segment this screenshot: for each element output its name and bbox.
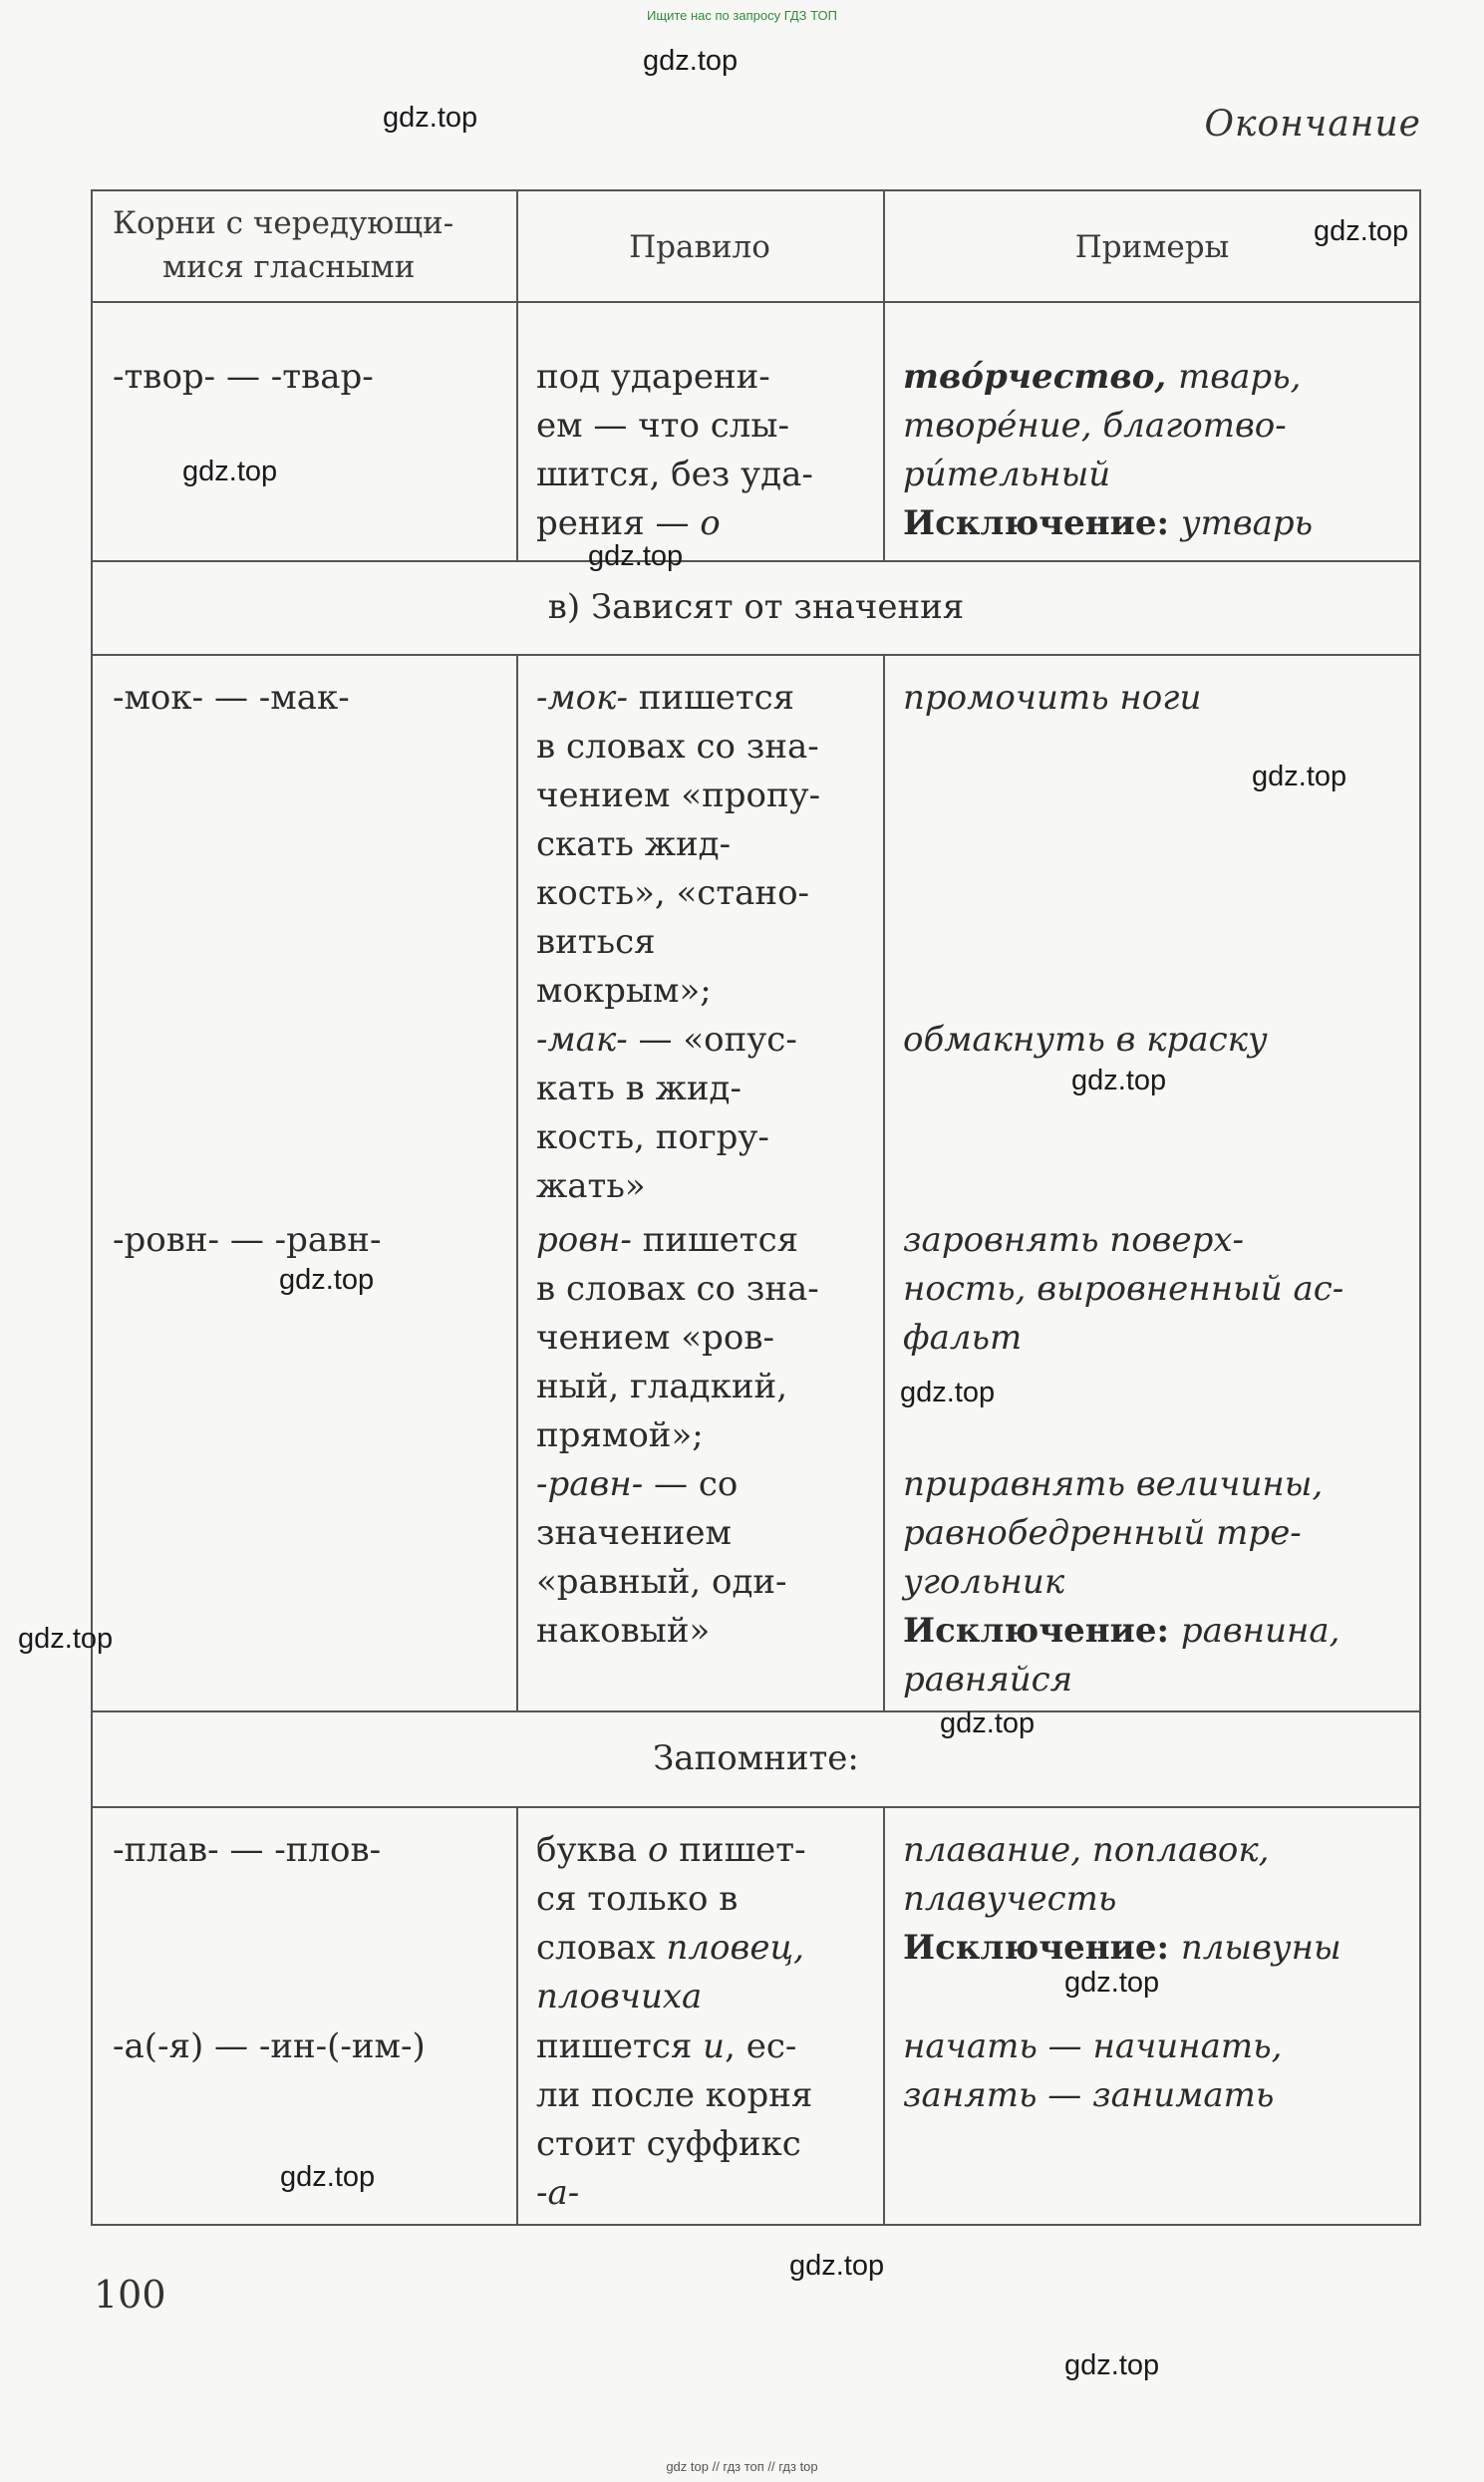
examples-tvor xyxy=(903,353,1313,548)
example-line: плавучесть xyxy=(903,1879,1117,1919)
col-divider xyxy=(883,654,885,1710)
rule-line: мокрым»; xyxy=(536,971,712,1011)
examples-a-in xyxy=(903,2022,1282,2120)
rule-line: ный, гладкий, xyxy=(536,1367,787,1406)
example-line: занять — занимать xyxy=(903,2075,1275,2115)
rule-letter: и xyxy=(703,2026,726,2066)
root-plav: -плав- — -плов- xyxy=(113,1830,382,1870)
rule-letter: о xyxy=(700,503,721,543)
watermark: gdz.top xyxy=(1071,1065,1167,1096)
watermark: gdz.top xyxy=(789,2250,885,2282)
rule-tvor xyxy=(536,353,813,548)
watermark: gdz.top xyxy=(383,102,478,134)
header-line: Корни с чередующи- xyxy=(113,205,454,241)
root-mok: -мок- — -мак- xyxy=(113,678,350,718)
exception-label: Исключение: xyxy=(903,1611,1181,1651)
example-mak: обмакнуть в краску xyxy=(903,1020,1268,1060)
example-ravn xyxy=(903,1460,1339,1705)
rule-line: ся только в xyxy=(536,1879,739,1919)
row-divider xyxy=(93,301,1419,303)
watermark: gdz.top xyxy=(1314,215,1409,247)
rule-root: -мок- xyxy=(536,678,628,718)
example-line: плавание, поплавок, xyxy=(903,1830,1270,1870)
rule-word: пловчиха xyxy=(536,1977,703,2017)
col-divider xyxy=(883,1806,885,2226)
rule-line: под ударени- xyxy=(536,357,770,397)
rule-line: пишется xyxy=(627,678,795,718)
row-divider xyxy=(93,560,1419,562)
example-line: ри́тельный xyxy=(903,455,1111,494)
rule-line: пишется xyxy=(631,1220,799,1260)
watermark: gdz.top xyxy=(280,2161,376,2193)
example-word: тварь, xyxy=(1178,357,1302,397)
watermark: gdz.top xyxy=(940,1707,1036,1739)
rule-line: словах xyxy=(536,1928,667,1968)
rule-plav xyxy=(536,1826,806,2021)
rule-line: ем — что слы- xyxy=(536,406,789,446)
continued-label: Окончание xyxy=(1204,104,1421,145)
rule-line: ли после корня xyxy=(536,2075,813,2115)
watermark: gdz.top xyxy=(1252,761,1347,792)
example-line: равнобедренный тре- xyxy=(903,1513,1302,1553)
watermark: gdz.top xyxy=(1064,1967,1160,1999)
rule-text: , ес- xyxy=(725,2026,797,2066)
header-line: мися гласными xyxy=(162,249,416,285)
root-tvor: -твор- — -твар- xyxy=(113,357,374,397)
watermark: gdz.top xyxy=(1064,2349,1160,2381)
column-header-rule: Правило xyxy=(629,229,770,265)
example-line: творе́ние, благотво- xyxy=(903,406,1287,446)
exception-word: утварь xyxy=(1180,503,1314,543)
row-divider xyxy=(93,1806,1419,1808)
rule-line: в словах со зна- xyxy=(536,727,819,767)
rule-line: скать жид- xyxy=(536,824,732,864)
col-divider xyxy=(516,654,518,1710)
root-a-in: -а(-я) — -ин-(-им-) xyxy=(113,2026,426,2066)
watermark: gdz.top xyxy=(588,540,684,572)
rule-text: пишется xyxy=(536,2026,704,2066)
rule-line: наковый» xyxy=(536,1611,711,1651)
rule-line: рения — xyxy=(536,503,701,543)
watermark: gdz.top xyxy=(279,1264,375,1296)
rule-line: — «опус- xyxy=(627,1020,797,1060)
rule-line: прямой»; xyxy=(536,1415,704,1455)
column-header-examples: Примеры xyxy=(1074,229,1230,265)
rule-letter: о xyxy=(647,1830,669,1870)
rule-mok xyxy=(536,674,820,1211)
rule-line: кость, погру- xyxy=(536,1117,769,1157)
root-rovn: -ровн- — -равн- xyxy=(113,1220,382,1260)
watermark: gdz.top xyxy=(900,1377,996,1408)
rule-a-in xyxy=(536,2022,812,2218)
row-divider xyxy=(93,1710,1419,1712)
exception-word: равняйся xyxy=(903,1660,1073,1700)
rule-line: жать» xyxy=(536,1166,646,1206)
rule-line: стоит суффикс xyxy=(536,2124,801,2164)
watermark: gdz.top xyxy=(643,45,739,77)
row-divider xyxy=(93,654,1419,656)
rule-suffix: -а- xyxy=(536,2173,580,2213)
bottom-watermark-banner: gdz top // гдз топ // гдз top xyxy=(666,2459,818,2474)
page-number: 100 xyxy=(94,2273,166,2317)
watermark: gdz.top xyxy=(18,1623,114,1655)
exception-label: Исключение: xyxy=(903,503,1181,543)
exception-word: плывуны xyxy=(1180,1928,1341,1968)
rule-line: виться xyxy=(536,922,656,962)
rule-line: кость», «стано- xyxy=(536,873,810,913)
example-word: тво́рчество, xyxy=(903,357,1179,397)
rule-line: шится, без уда- xyxy=(536,455,813,494)
rule-line: значением xyxy=(536,1513,732,1553)
vowel-roots-table xyxy=(91,189,1421,2226)
column-header-roots xyxy=(113,201,453,289)
rule-line: чением «ров- xyxy=(536,1318,774,1358)
top-watermark-banner: Ищите нас по запросу ГДЗ ТОП xyxy=(647,8,837,23)
section-title-meaning: в) Зависят от значения xyxy=(547,587,965,627)
rule-line: «равный, оди- xyxy=(536,1562,787,1602)
rule-line: в словах со зна- xyxy=(536,1269,819,1309)
rule-root: -мак- xyxy=(536,1020,628,1060)
rule-word: пловец, xyxy=(666,1928,804,1968)
rule-root: -равн- xyxy=(536,1464,644,1504)
rule-line: кать в жид- xyxy=(536,1069,742,1108)
col-divider xyxy=(516,1806,518,2226)
rule-text: пишет- xyxy=(668,1830,806,1870)
example-line: заровнять поверх- xyxy=(903,1220,1245,1260)
rule-line: чением «пропу- xyxy=(536,776,821,815)
examples-plav xyxy=(903,1826,1341,1973)
example-line: угольник xyxy=(903,1562,1065,1602)
rule-line: — со xyxy=(643,1464,739,1504)
example-mok: промочить ноги xyxy=(903,678,1202,718)
example-line: фальт xyxy=(903,1318,1023,1358)
exception-label: Исключение: xyxy=(903,1928,1181,1968)
rule-root: ровн- xyxy=(536,1220,632,1260)
example-rovn xyxy=(903,1216,1343,1363)
example-line: начать — начинать, xyxy=(903,2026,1283,2066)
watermark: gdz.top xyxy=(182,456,278,487)
example-line: приравнять величины, xyxy=(903,1464,1324,1504)
rule-rovn xyxy=(536,1216,819,1656)
rule-text: буква xyxy=(536,1830,648,1870)
section-title-remember: Запомните: xyxy=(653,1738,859,1778)
example-line: ность, выровненный ас- xyxy=(903,1269,1344,1309)
exception-word: равнина, xyxy=(1180,1611,1340,1651)
